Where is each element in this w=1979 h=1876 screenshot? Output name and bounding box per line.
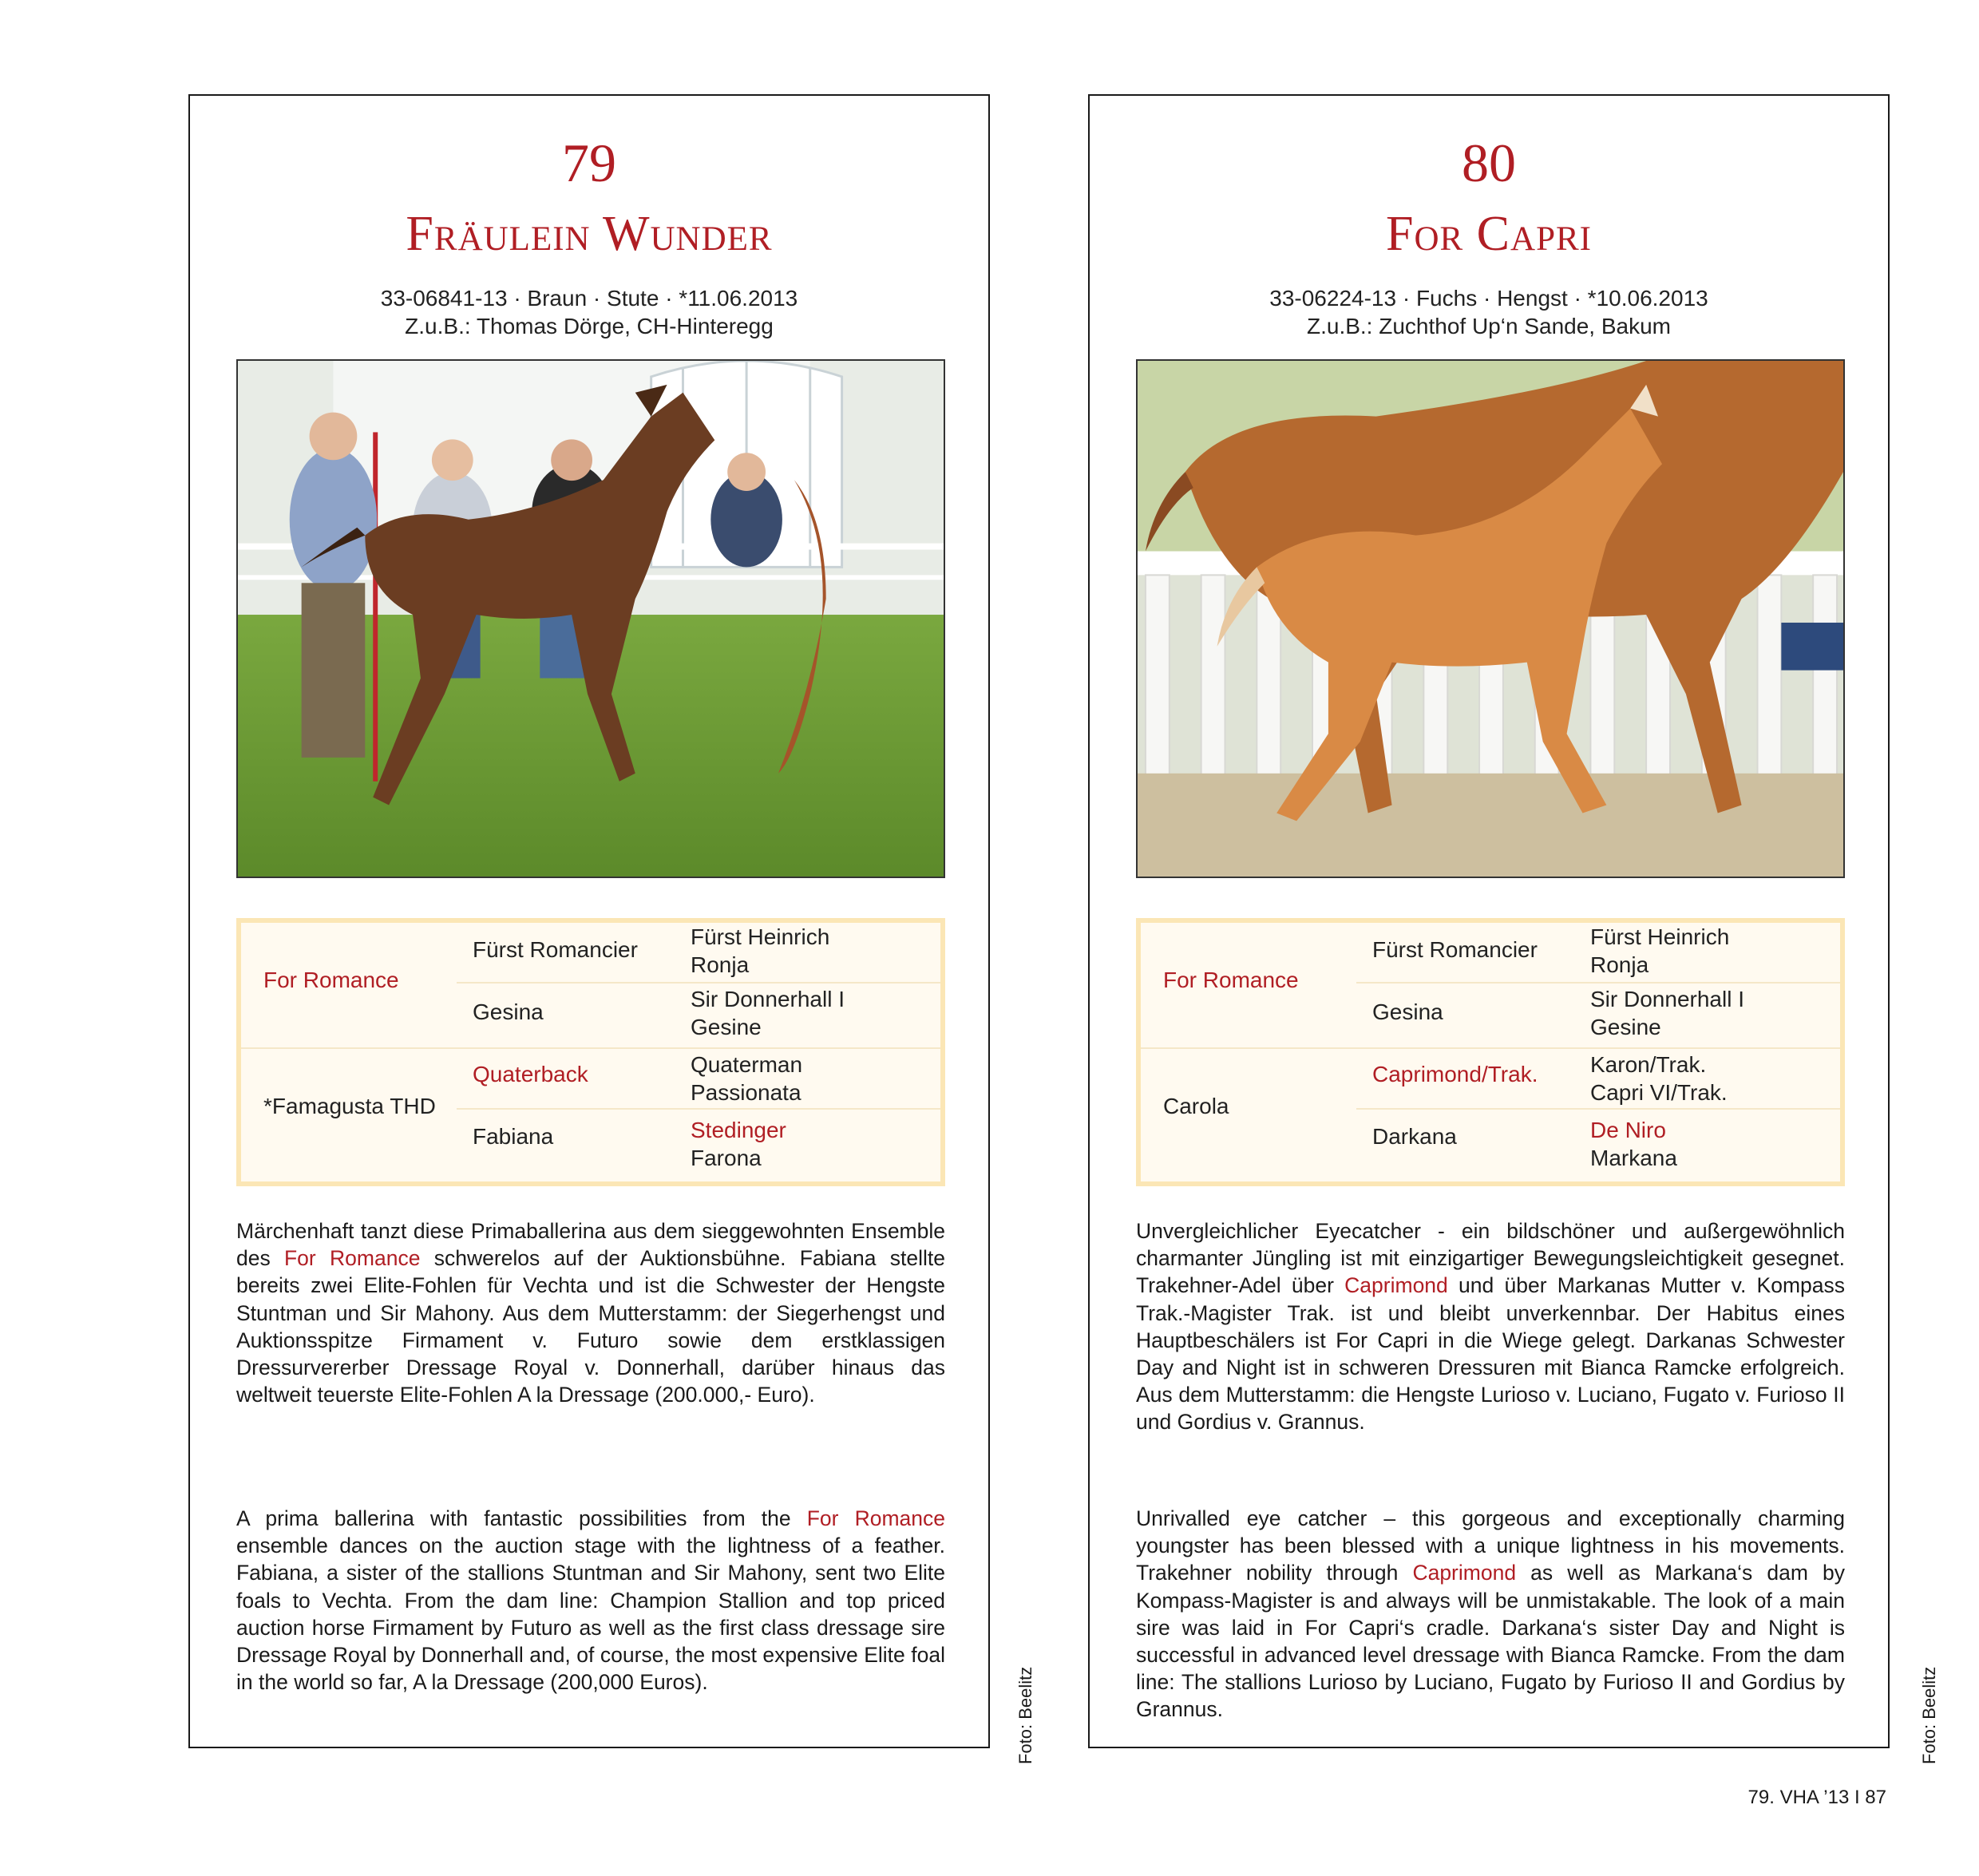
pedigree-divider	[241, 1047, 940, 1049]
pedigree-dam: Carola	[1163, 1094, 1229, 1118]
pedigree-gen3-6: Passionata	[691, 1080, 801, 1105]
horse-id-line: 33-06224-13 · Fuchs · Hengst · *10.06.2013	[1269, 286, 1708, 311]
pedigree-sire-dam: Gesina	[473, 999, 544, 1024]
lot-card-80	[1088, 94, 1890, 1748]
pedigree-gen3-1: Fürst Heinrich	[691, 924, 830, 949]
pedigree-dam-sire: Caprimond/Trak.	[1372, 1062, 1538, 1086]
photo-credit: Foto: Beelitz	[1919, 1666, 1939, 1764]
lot-number: 80	[1462, 133, 1516, 193]
lot-number: 79	[562, 133, 616, 193]
pedigree-gen3-4: Gesine	[691, 1015, 762, 1039]
pedigree-gen3-7: De Niro	[1590, 1118, 1666, 1142]
horse-name: Fräulein Wunder	[406, 207, 773, 261]
horse-meta	[190, 284, 988, 340]
lot-card-79	[188, 94, 990, 1748]
sire-mention: Caprimond	[1412, 1561, 1517, 1585]
pedigree-table	[236, 918, 945, 1186]
pedigree-dam-sire: Quaterback	[473, 1062, 588, 1086]
pedigree-divider	[1356, 1108, 1840, 1110]
description-german: Märchenhaft tanzt diese Primaballerina aus dem sieggewohnten Ensemble des For Romance schwerelos auf der Auktionsbühne. Fabiana stellte bereits zwei Elite-Fohlen für Vechta und ist die Schwester der Hengste Stuntman und Sir Mahony. Aus dem Mutterstamm: der Siegerhengst und Auktionsspitze Firmament v. Futuro sowie dem erstklassigen Dressurvererber Dressage Royal v. Donnerhall, darüber hinaus das weltweit teuerste Elite-Fohlen A la Dressage (200.000,- Euro).	[236, 1219, 945, 1407]
horse-photo-image	[1138, 361, 1843, 877]
horse-photo	[236, 359, 945, 878]
pedigree-divider	[1141, 1047, 1840, 1049]
pedigree-sire: For Romance	[263, 968, 399, 992]
photo-credit: Foto: Beelitz	[1015, 1666, 1035, 1764]
horse-photo-image	[238, 361, 944, 877]
pedigree-gen3-8: Farona	[691, 1146, 762, 1170]
horse-photo	[1136, 359, 1845, 878]
description-english: Unrivalled eye catcher – this gorgeous and exceptionally charming youngster has been blessed with a unique lightness in his movements. Trakehner nobility through Caprimond as well as Markana‘s dam by Kompass-Magister is and always will be unmistakable. The look of a main sire was laid in For Capri‘s cradle. Darkana‘s sister Day and Night is successful in advanced level dressage with Bianca Ramcke. From the dam line: The stallions Lurioso by Luciano, Fugato by Furioso II and Gordius by Grannus.	[1136, 1506, 1845, 1722]
pedigree-gen3-3: Sir Donnerhall I	[1590, 987, 1744, 1011]
breeder-line: Z.u.B.: Zuchthof Up‘n Sande, Bakum	[1306, 314, 1671, 338]
sire-mention: Caprimond	[1344, 1273, 1448, 1298]
pedigree-dam: *Famagusta THD	[263, 1094, 436, 1118]
pedigree-gen3-8: Markana	[1590, 1146, 1677, 1170]
horse-meta	[1090, 284, 1888, 340]
pedigree-gen3-2: Ronja	[1590, 952, 1649, 977]
pedigree-dam-dam: Fabiana	[473, 1124, 554, 1149]
pedigree-dam-dam: Darkana	[1372, 1124, 1457, 1149]
sire-mention: For Romance	[806, 1506, 945, 1530]
description-german: Unvergleichlicher Eyecatcher - ein bildschöner und außergewöhnlich charmanter Jüngling ist mit einzigartiger Bewegungsleichtigkeit gesegnet. Trakehner-Adel über Caprimond und über Markanas Mutter v. Kompass Trak.-Magister Trak. ist und bleibt unverkennbar. Der Habitus eines Hauptbeschälers ist For Capri in die Wiege gelegt. Darkanas Schwester Day and Night ist in schweren Dressuren mit Bianca Ramcke erfolgreich. Aus dem Mutterstamm: die Hengste Lurioso v. Luciano, Fugato v. Furioso II und Gordius v. Grannus.	[1136, 1219, 1846, 1435]
pedigree-divider	[457, 982, 940, 984]
description-english: A prima ballerina with fantastic possibilities from the For Romance ensemble dances on the auction stage with the lightness of a feather. Fabiana, a sister of the stallions Stuntman and Sir Mahony, sent two Elite foals to Vechta. From the dam line: Champion Stallion and top priced auction horse Firmament by Futuro as well as the first class dressage sire Dressage Royal by Donnerhall and, of course, the most expensive Elite foal in the world so far, A la Dressage (200,000 Euros).	[236, 1506, 945, 1695]
page-footer: 79. VHA ’13 I 87	[1747, 1787, 1886, 1808]
pedigree-gen3-5: Quaterman	[691, 1052, 803, 1077]
pedigree-gen3-5: Karon/Trak.	[1590, 1052, 1707, 1077]
breeder-line: Z.u.B.: Thomas Dörge, CH-Hinteregg	[405, 314, 774, 338]
pedigree-gen3-6: Capri VI/Trak.	[1590, 1080, 1728, 1105]
pedigree-table	[1136, 918, 1845, 1186]
pedigree-sire: For Romance	[1163, 968, 1299, 992]
pedigree-gen3-1: Fürst Heinrich	[1590, 924, 1730, 949]
sire-mention: For Romance	[284, 1246, 421, 1271]
horse-id-line: 33-06841-13 · Braun · Stute · *11.06.2013	[380, 286, 798, 311]
horse-name: For Capri	[1385, 207, 1593, 261]
pedigree-gen3-2: Ronja	[691, 952, 750, 977]
pedigree-sire-sire: Fürst Romancier	[473, 937, 638, 962]
pedigree-divider	[457, 1108, 940, 1110]
pedigree-gen3-4: Gesine	[1590, 1015, 1661, 1039]
pedigree-divider	[1356, 982, 1840, 984]
pedigree-gen3-7: Stedinger	[691, 1118, 786, 1142]
pedigree-gen3-3: Sir Donnerhall I	[691, 987, 845, 1011]
pedigree-sire-dam: Gesina	[1372, 999, 1443, 1024]
pedigree-sire-sire: Fürst Romancier	[1372, 937, 1538, 962]
